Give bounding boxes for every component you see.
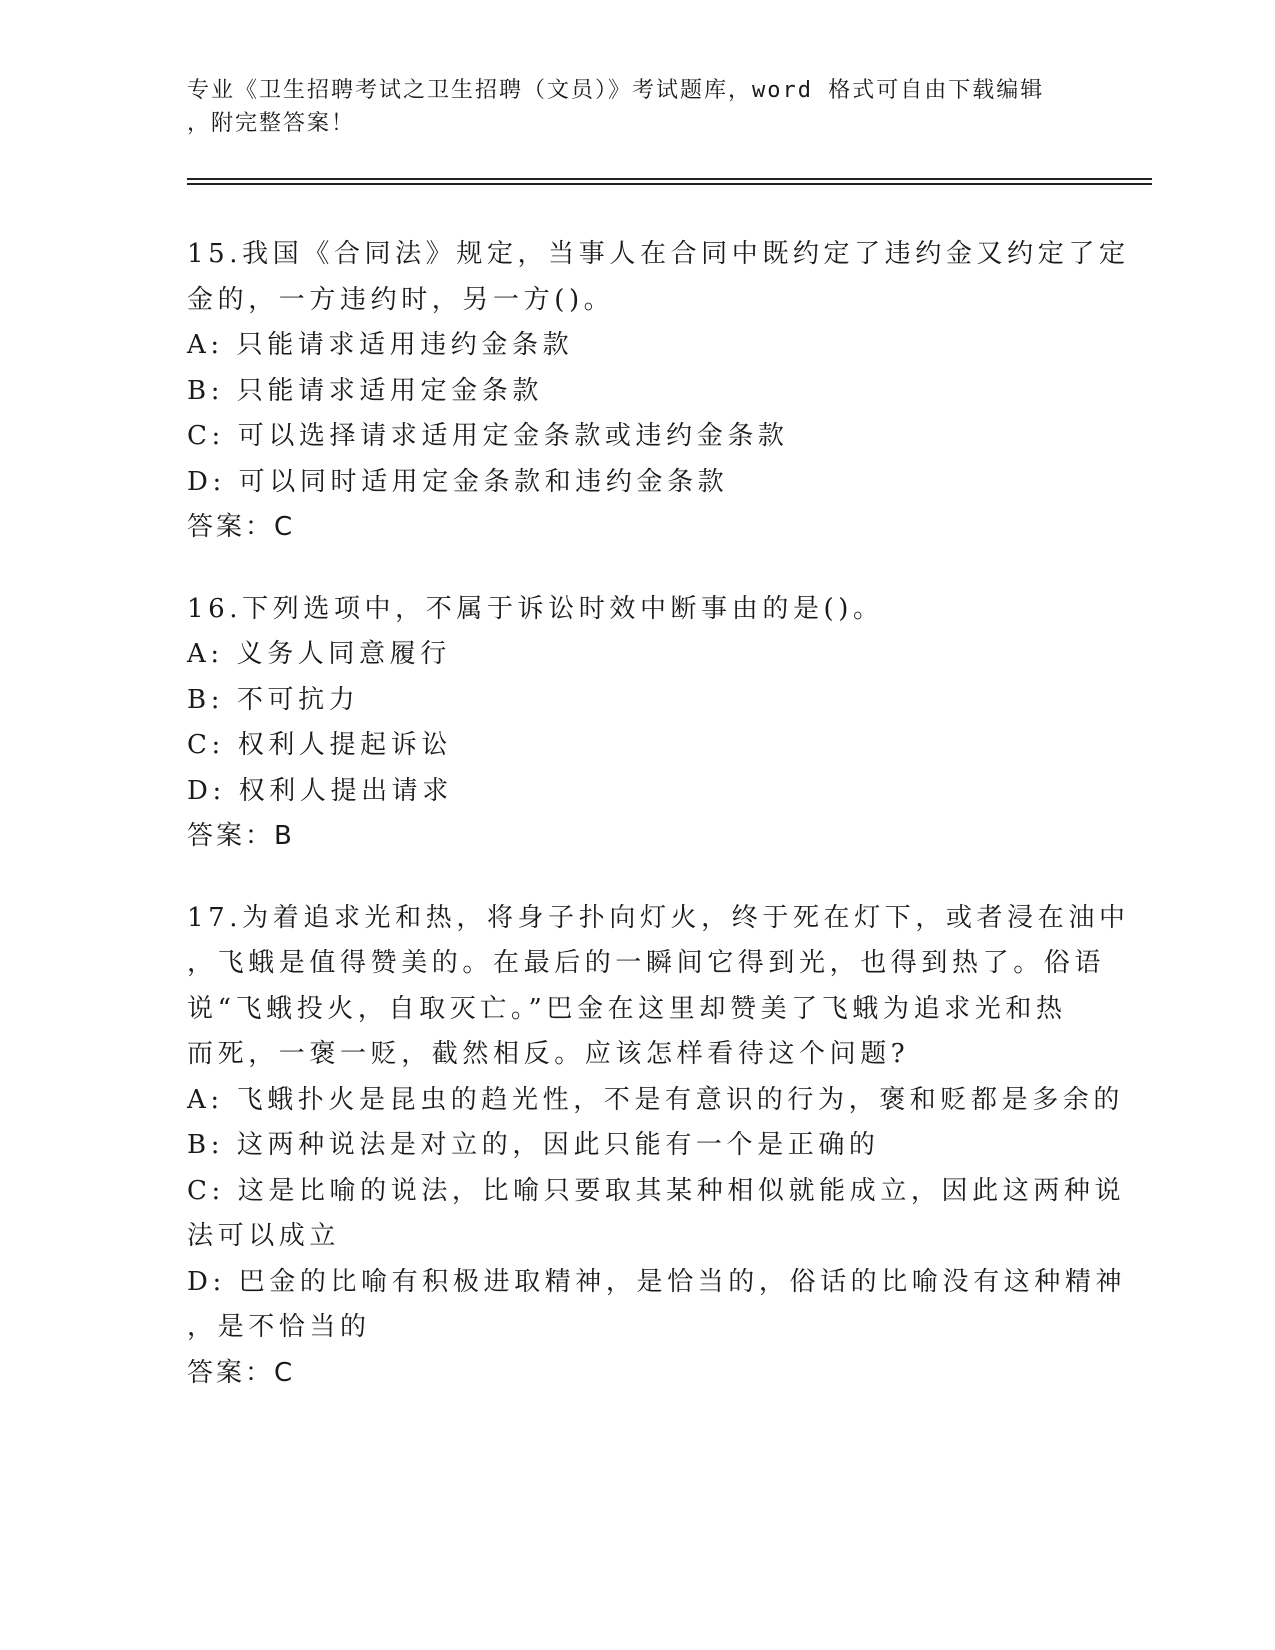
- header-note-line: 专业《卫生招聘考试之卫生招聘（文员）》考试题库，word 格式可自由下载编辑: [187, 78, 1045, 103]
- answer-key: 答案：C: [187, 512, 296, 542]
- question-stem-line: 金的，一方违约时，另一方()。: [187, 284, 615, 315]
- question-stem-line: 15.我国《合同法》规定，当事人在合同中既约定了违约金又约定了定: [187, 239, 1130, 269]
- option-c: C: 这是比喻的说法，比喻只要取其某种相似就能成立，因此这两种说: [187, 1175, 1126, 1206]
- option-c: C: 权利人提起诉讼: [187, 730, 452, 760]
- option-b: B: 只能请求适用定金条款: [187, 375, 543, 406]
- question-stem-line: 说“飞蛾投火，自取灭亡。”巴金在这里却赞美了飞蛾为追求光和热: [187, 993, 1067, 1024]
- question-16: [187, 587, 1067, 860]
- answer-key: 答案：C: [187, 1357, 296, 1388]
- option-a: A: 飞蛾扑火是昆虫的趋光性，不是有意识的行为，褒和贬都是多余的: [187, 1084, 1125, 1115]
- question-stem-line: 17.为着追求光和热，将身子扑向灯火，终于死在灯下，或者浸在油中: [187, 902, 1130, 933]
- option-a: A: 义务人同意履行: [187, 639, 451, 669]
- option-d-continued: ，是不恰当的: [187, 1312, 371, 1342]
- option-b: B: 不可抗力: [187, 684, 360, 715]
- question-stem-line: 而死，一褒一贬，截然相反。应该怎样看待这个问题?: [187, 1039, 910, 1069]
- question-15: [187, 232, 1130, 551]
- question-list: [187, 232, 1130, 1432]
- header-divider: [187, 178, 1152, 180]
- option-b: B: 这两种说法是对立的，因此只能有一个是正确的: [187, 1130, 880, 1160]
- question-stem-line: ，飞蛾是值得赞美的。在最后的一瞬间它得到光，也得到热了。俗语: [187, 948, 1106, 978]
- option-a: A: 只能请求适用违约金条款: [187, 330, 574, 360]
- header-note-line: ，附完整答案！: [187, 111, 356, 136]
- header-note: [187, 74, 1067, 140]
- answer-key: 答案：B: [187, 821, 295, 851]
- question-17: [187, 896, 1130, 1397]
- header-divider: [187, 183, 1152, 185]
- option-d: D: 权利人提出请求: [187, 775, 453, 806]
- question-stem-line: 16.下列选项中，不属于诉讼时效中断事由的是()。: [187, 593, 884, 624]
- option-d: D: 可以同时适用定金条款和违约金条款: [187, 466, 729, 497]
- option-d: D: 巴金的比喻有积极进取精神，是恰当的，俗话的比喻没有这种精神: [187, 1266, 1127, 1297]
- option-c: C: 可以选择请求适用定金条款或违约金条款: [187, 421, 789, 451]
- option-c-continued: 法可以成立: [187, 1221, 341, 1251]
